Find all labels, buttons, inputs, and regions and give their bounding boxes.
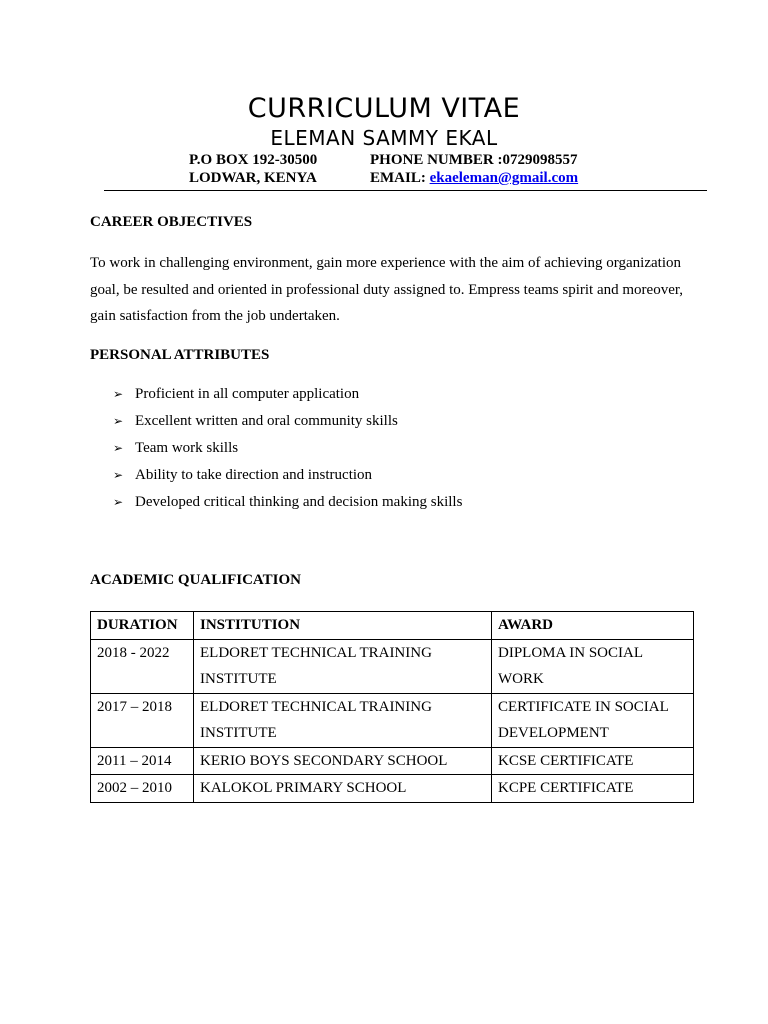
institution-cell: ELDORET TECHNICAL TRAINING INSTITUTE <box>194 693 492 747</box>
award-cell: DIPLOMA IN SOCIAL WORK <box>492 639 694 693</box>
address-line-1: P.O BOX 192-30500 <box>189 152 318 168</box>
candidate-name: ELEMAN SAMMY EKAL <box>270 126 498 150</box>
table-row <box>91 693 694 747</box>
column-header-institution: INSTITUTION <box>194 612 492 640</box>
arrow-bullet-icon: ➢ <box>113 495 124 509</box>
duration-cell: 2018 - 2022 <box>91 639 194 693</box>
table-header-row <box>91 612 694 640</box>
award-cell: CERTIFICATE IN SOCIAL DEVELOPMENT <box>492 693 694 747</box>
academic-qualification-table <box>90 611 694 803</box>
column-header-award: AWARD <box>492 612 694 640</box>
attribute-text: Proficient in all computer application <box>135 386 360 402</box>
award-cell: KCSE CERTIFICATE <box>492 747 694 775</box>
header-divider <box>104 190 707 191</box>
academic-qualification-heading: ACADEMIC QUALIFICATION <box>90 572 301 588</box>
institution-cell: KALOKOL PRIMARY SCHOOL <box>194 775 492 803</box>
arrow-bullet-icon: ➢ <box>113 441 124 455</box>
duration-cell: 2017 – 2018 <box>91 693 194 747</box>
document-title: CURRICULUM VITAE <box>247 93 521 124</box>
duration-cell: 2011 – 2014 <box>91 747 194 775</box>
career-objectives-heading: CAREER OBJECTIVES <box>90 214 253 230</box>
personal-attributes-heading: PERSONAL ATTRIBUTES <box>90 347 270 363</box>
institution-cell: KERIO BOYS SECONDARY SCHOOL <box>194 747 492 775</box>
address-line-2: LODWAR, KENYA <box>189 170 317 186</box>
email-line <box>370 169 578 187</box>
attribute-text: Ability to take direction and instruction <box>135 467 373 483</box>
attribute-text: Excellent written and oral community skills <box>135 413 398 429</box>
phone-number: PHONE NUMBER :0729098557 <box>370 152 578 168</box>
award-cell: KCPE CERTIFICATE <box>492 775 694 803</box>
column-header-duration: DURATION <box>91 612 194 640</box>
table-row <box>91 747 694 775</box>
attribute-text: Team work skills <box>135 440 239 456</box>
table-row <box>91 639 694 693</box>
table-row <box>91 775 694 803</box>
arrow-bullet-icon: ➢ <box>113 387 124 401</box>
email-label: EMAIL: <box>370 170 430 186</box>
arrow-bullet-icon: ➢ <box>113 468 124 482</box>
duration-cell: 2002 – 2010 <box>91 775 194 803</box>
arrow-bullet-icon: ➢ <box>113 414 124 428</box>
email-link[interactable]: ekaeleman@gmail.com <box>429 170 579 186</box>
institution-cell: ELDORET TECHNICAL TRAINING INSTITUTE <box>194 639 492 693</box>
career-objective-text: To work in challenging environment, gain more experience with the aim of achieving organization goal, be resulted and oriented in professional duty assigned to. Empress teams spirit and moreover, gain satisfaction from the job undertaken. <box>90 255 684 324</box>
attribute-text: Developed critical thinking and decision making skills <box>135 494 463 510</box>
